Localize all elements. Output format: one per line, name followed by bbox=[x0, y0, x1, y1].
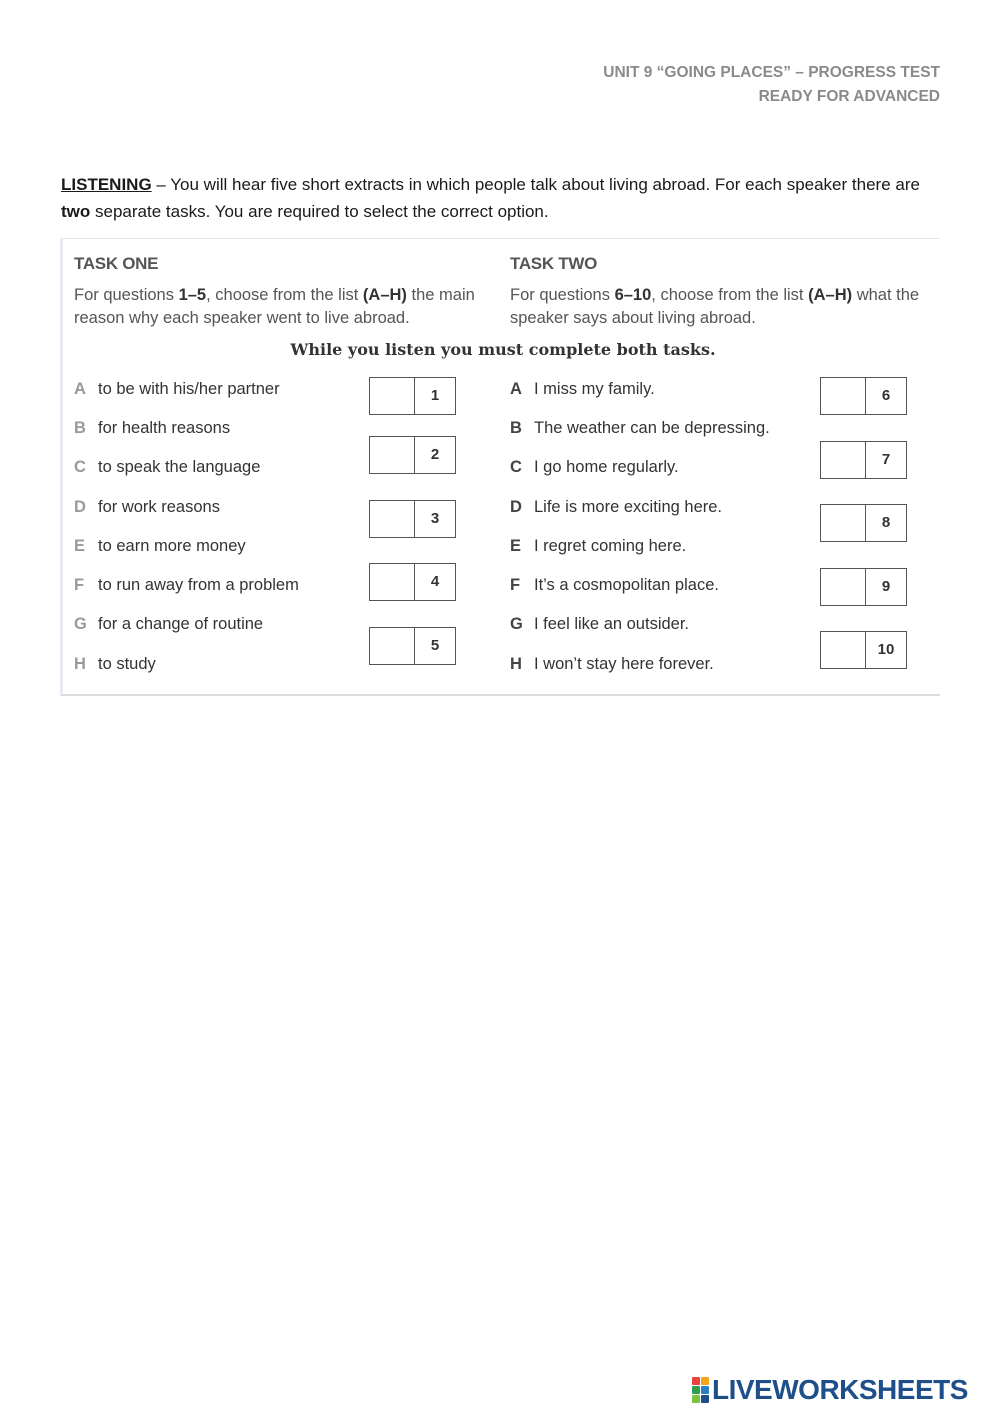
answer-input-1[interactable] bbox=[370, 378, 415, 414]
answer-input-6[interactable] bbox=[821, 378, 866, 414]
logo-grid-icon bbox=[692, 1377, 709, 1403]
task-one-description bbox=[74, 284, 494, 330]
task-two-option: F It’s a cosmopolitan place. bbox=[510, 576, 719, 594]
task-one-desc-range: 1–5 bbox=[178, 286, 207, 304]
answer-box-4[interactable] bbox=[369, 563, 456, 601]
listening-instructions bbox=[61, 171, 931, 225]
question-number: 6 bbox=[881, 387, 891, 404]
task-two-description bbox=[510, 284, 935, 330]
task-two-desc-range: 6–10 bbox=[614, 286, 652, 304]
answer-input-10[interactable] bbox=[821, 632, 866, 668]
header-unit-title: UNIT 9 “GOING PLACES” – PROGRESS TEST bbox=[603, 64, 940, 81]
instructions-text-2: separate tasks. You are required to select the correct option. bbox=[90, 202, 549, 221]
task-panel bbox=[60, 238, 940, 696]
task-one-option: F to run away from a problem bbox=[74, 576, 299, 594]
task-one-option: H to study bbox=[74, 655, 156, 673]
logo-square bbox=[701, 1377, 709, 1385]
task-two-desc-post: what the speaker says about living abroad. bbox=[510, 286, 920, 327]
task-one-title: TASK ONE bbox=[74, 254, 159, 273]
task-two-desc-pre: For questions bbox=[510, 286, 615, 304]
logo-square bbox=[692, 1377, 700, 1385]
task-one-option: B for health reasons bbox=[74, 419, 231, 437]
question-number: 10 bbox=[877, 641, 895, 658]
answer-input-2[interactable] bbox=[370, 437, 415, 473]
question-number: 7 bbox=[881, 451, 891, 468]
logo-square bbox=[701, 1386, 709, 1394]
logo-square bbox=[692, 1395, 700, 1403]
task-two-option: B The weather can be depressing. bbox=[510, 419, 770, 437]
task-two-desc-mid: , choose from the list bbox=[651, 286, 809, 304]
question-number: 5 bbox=[430, 637, 440, 654]
question-number: 1 bbox=[430, 387, 440, 404]
answer-box-2[interactable] bbox=[369, 436, 456, 474]
page-header bbox=[603, 61, 940, 109]
task-one-desc-post: the main reason why each speaker went to live abroad. bbox=[74, 286, 475, 327]
header-course-title: READY FOR ADVANCED bbox=[758, 88, 940, 105]
listen-note: While you listen you must complete both tasks. bbox=[290, 340, 716, 359]
task-two-option: E I regret coming here. bbox=[510, 537, 687, 555]
answer-input-7[interactable] bbox=[821, 442, 866, 478]
task-one-option: E to earn more money bbox=[74, 537, 246, 555]
question-number: 3 bbox=[430, 510, 440, 527]
answer-input-4[interactable] bbox=[370, 564, 415, 600]
logo-square bbox=[692, 1386, 700, 1394]
instructions-text-1: – You will hear five short extracts in which people talk about living abroad. For each speaker there are bbox=[151, 175, 920, 194]
section-keyword: LISTENING bbox=[61, 175, 152, 194]
task-two-option: H I won’t stay here forever. bbox=[510, 655, 714, 673]
task-two-option: A I miss my family. bbox=[510, 380, 655, 398]
task-one-option: A to be with his/her partner bbox=[74, 380, 280, 398]
task-one-option: C to speak the language bbox=[74, 458, 261, 476]
logo-text: LIVEWORKSHEETS bbox=[712, 1374, 968, 1405]
question-number: 9 bbox=[881, 578, 891, 595]
answer-box-5[interactable] bbox=[369, 627, 456, 665]
task-one-desc-mid: , choose from the list bbox=[206, 286, 363, 304]
answer-box-3[interactable] bbox=[369, 500, 456, 538]
answer-input-3[interactable] bbox=[370, 501, 415, 537]
task-one-option: D for work reasons bbox=[74, 498, 220, 516]
logo-square bbox=[701, 1395, 709, 1403]
liveworksheets-logo bbox=[692, 1374, 968, 1406]
answer-box-10[interactable] bbox=[820, 631, 907, 669]
question-number: 4 bbox=[430, 573, 440, 590]
answer-box-8[interactable] bbox=[820, 504, 907, 542]
task-one-desc-list: (A–H) bbox=[362, 286, 407, 304]
answer-box-9[interactable] bbox=[820, 568, 907, 606]
answer-box-6[interactable] bbox=[820, 377, 907, 415]
answer-box-1[interactable] bbox=[369, 377, 456, 415]
answer-input-9[interactable] bbox=[821, 569, 866, 605]
answer-input-8[interactable] bbox=[821, 505, 866, 541]
answer-input-5[interactable] bbox=[370, 628, 415, 664]
task-one-desc-pre: For questions bbox=[74, 286, 179, 304]
task-two-option: C I go home regularly. bbox=[510, 458, 679, 476]
question-number: 2 bbox=[430, 446, 440, 463]
task-one-option: G for a change of routine bbox=[74, 615, 264, 633]
task-two-title: TASK TWO bbox=[510, 254, 597, 273]
task-two-option: D Life is more exciting here. bbox=[510, 498, 723, 516]
task-two-desc-list: (A–H) bbox=[808, 286, 853, 304]
task-two-option: G I feel like an outsider. bbox=[510, 615, 690, 633]
instructions-bold-word: two bbox=[61, 202, 91, 221]
answer-box-7[interactable] bbox=[820, 441, 907, 479]
question-number: 8 bbox=[881, 514, 891, 531]
